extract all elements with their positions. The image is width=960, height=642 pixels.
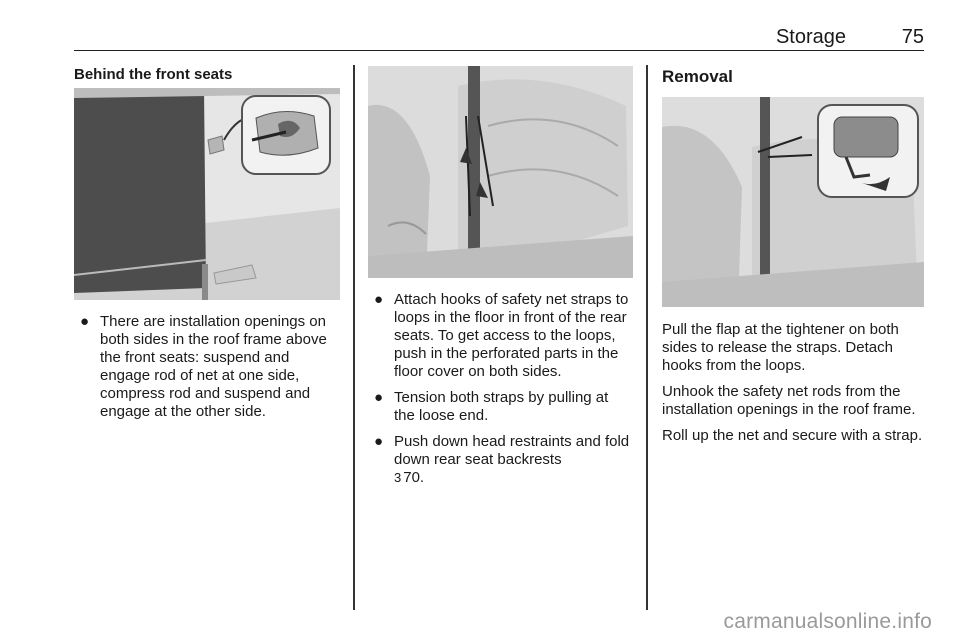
list-item: ● Push down head restraints and fold down rear seat backrests 3 70. bbox=[374, 433, 630, 486]
list-item: ● Attach hooks of safety net straps to loops in the floor in front of the rear seats. To get access to the loops, push in the perforated parts in the floor cover on both sides. bbox=[374, 291, 629, 380]
section-title: Storage bbox=[775, 26, 846, 48]
watermark: carmanualsonline.info bbox=[723, 610, 932, 633]
section-heading: Behind the front seats bbox=[74, 66, 233, 83]
page-header bbox=[74, 22, 924, 51]
column-removal bbox=[662, 66, 924, 453]
bullet-icon: ● bbox=[80, 313, 90, 330]
page-reference-icon: 3 bbox=[394, 470, 402, 485]
bullet-icon: ● bbox=[374, 291, 384, 308]
illustration-floor-loops bbox=[368, 66, 633, 278]
list-item: ● Tension both straps by pulling at the loose end. bbox=[374, 389, 609, 424]
page-reference-link[interactable]: 70. bbox=[403, 469, 425, 486]
illustration-roof-frame-openings bbox=[74, 88, 340, 300]
paragraph: Roll up the net and secure with a strap. bbox=[662, 427, 923, 444]
column-divider bbox=[353, 65, 355, 610]
column-attach-straps bbox=[368, 66, 633, 495]
bullet-icon: ● bbox=[374, 433, 384, 450]
paragraph: Pull the flap at the tightener on both sides to release the straps. Detach hooks from the loops. bbox=[662, 321, 899, 374]
paragraph: Unhook the safety net rods from the installation openings in the roof frame. bbox=[662, 383, 916, 418]
bullet-icon: ● bbox=[374, 389, 384, 406]
section-heading: Removal bbox=[662, 67, 733, 86]
page-number: 75 bbox=[901, 26, 924, 48]
bullet-list bbox=[74, 313, 340, 421]
list-item: ● There are installation openings on both sides in the roof frame above the front seats: suspend and engage rod of net at one side, compress rod and suspend and engage at the other side. bbox=[80, 313, 327, 420]
column-behind-front-seats bbox=[74, 66, 340, 429]
column-divider bbox=[646, 65, 648, 610]
illustration-strap-tightener bbox=[662, 97, 924, 307]
bullet-list bbox=[368, 291, 633, 487]
removal-instructions bbox=[662, 321, 924, 445]
